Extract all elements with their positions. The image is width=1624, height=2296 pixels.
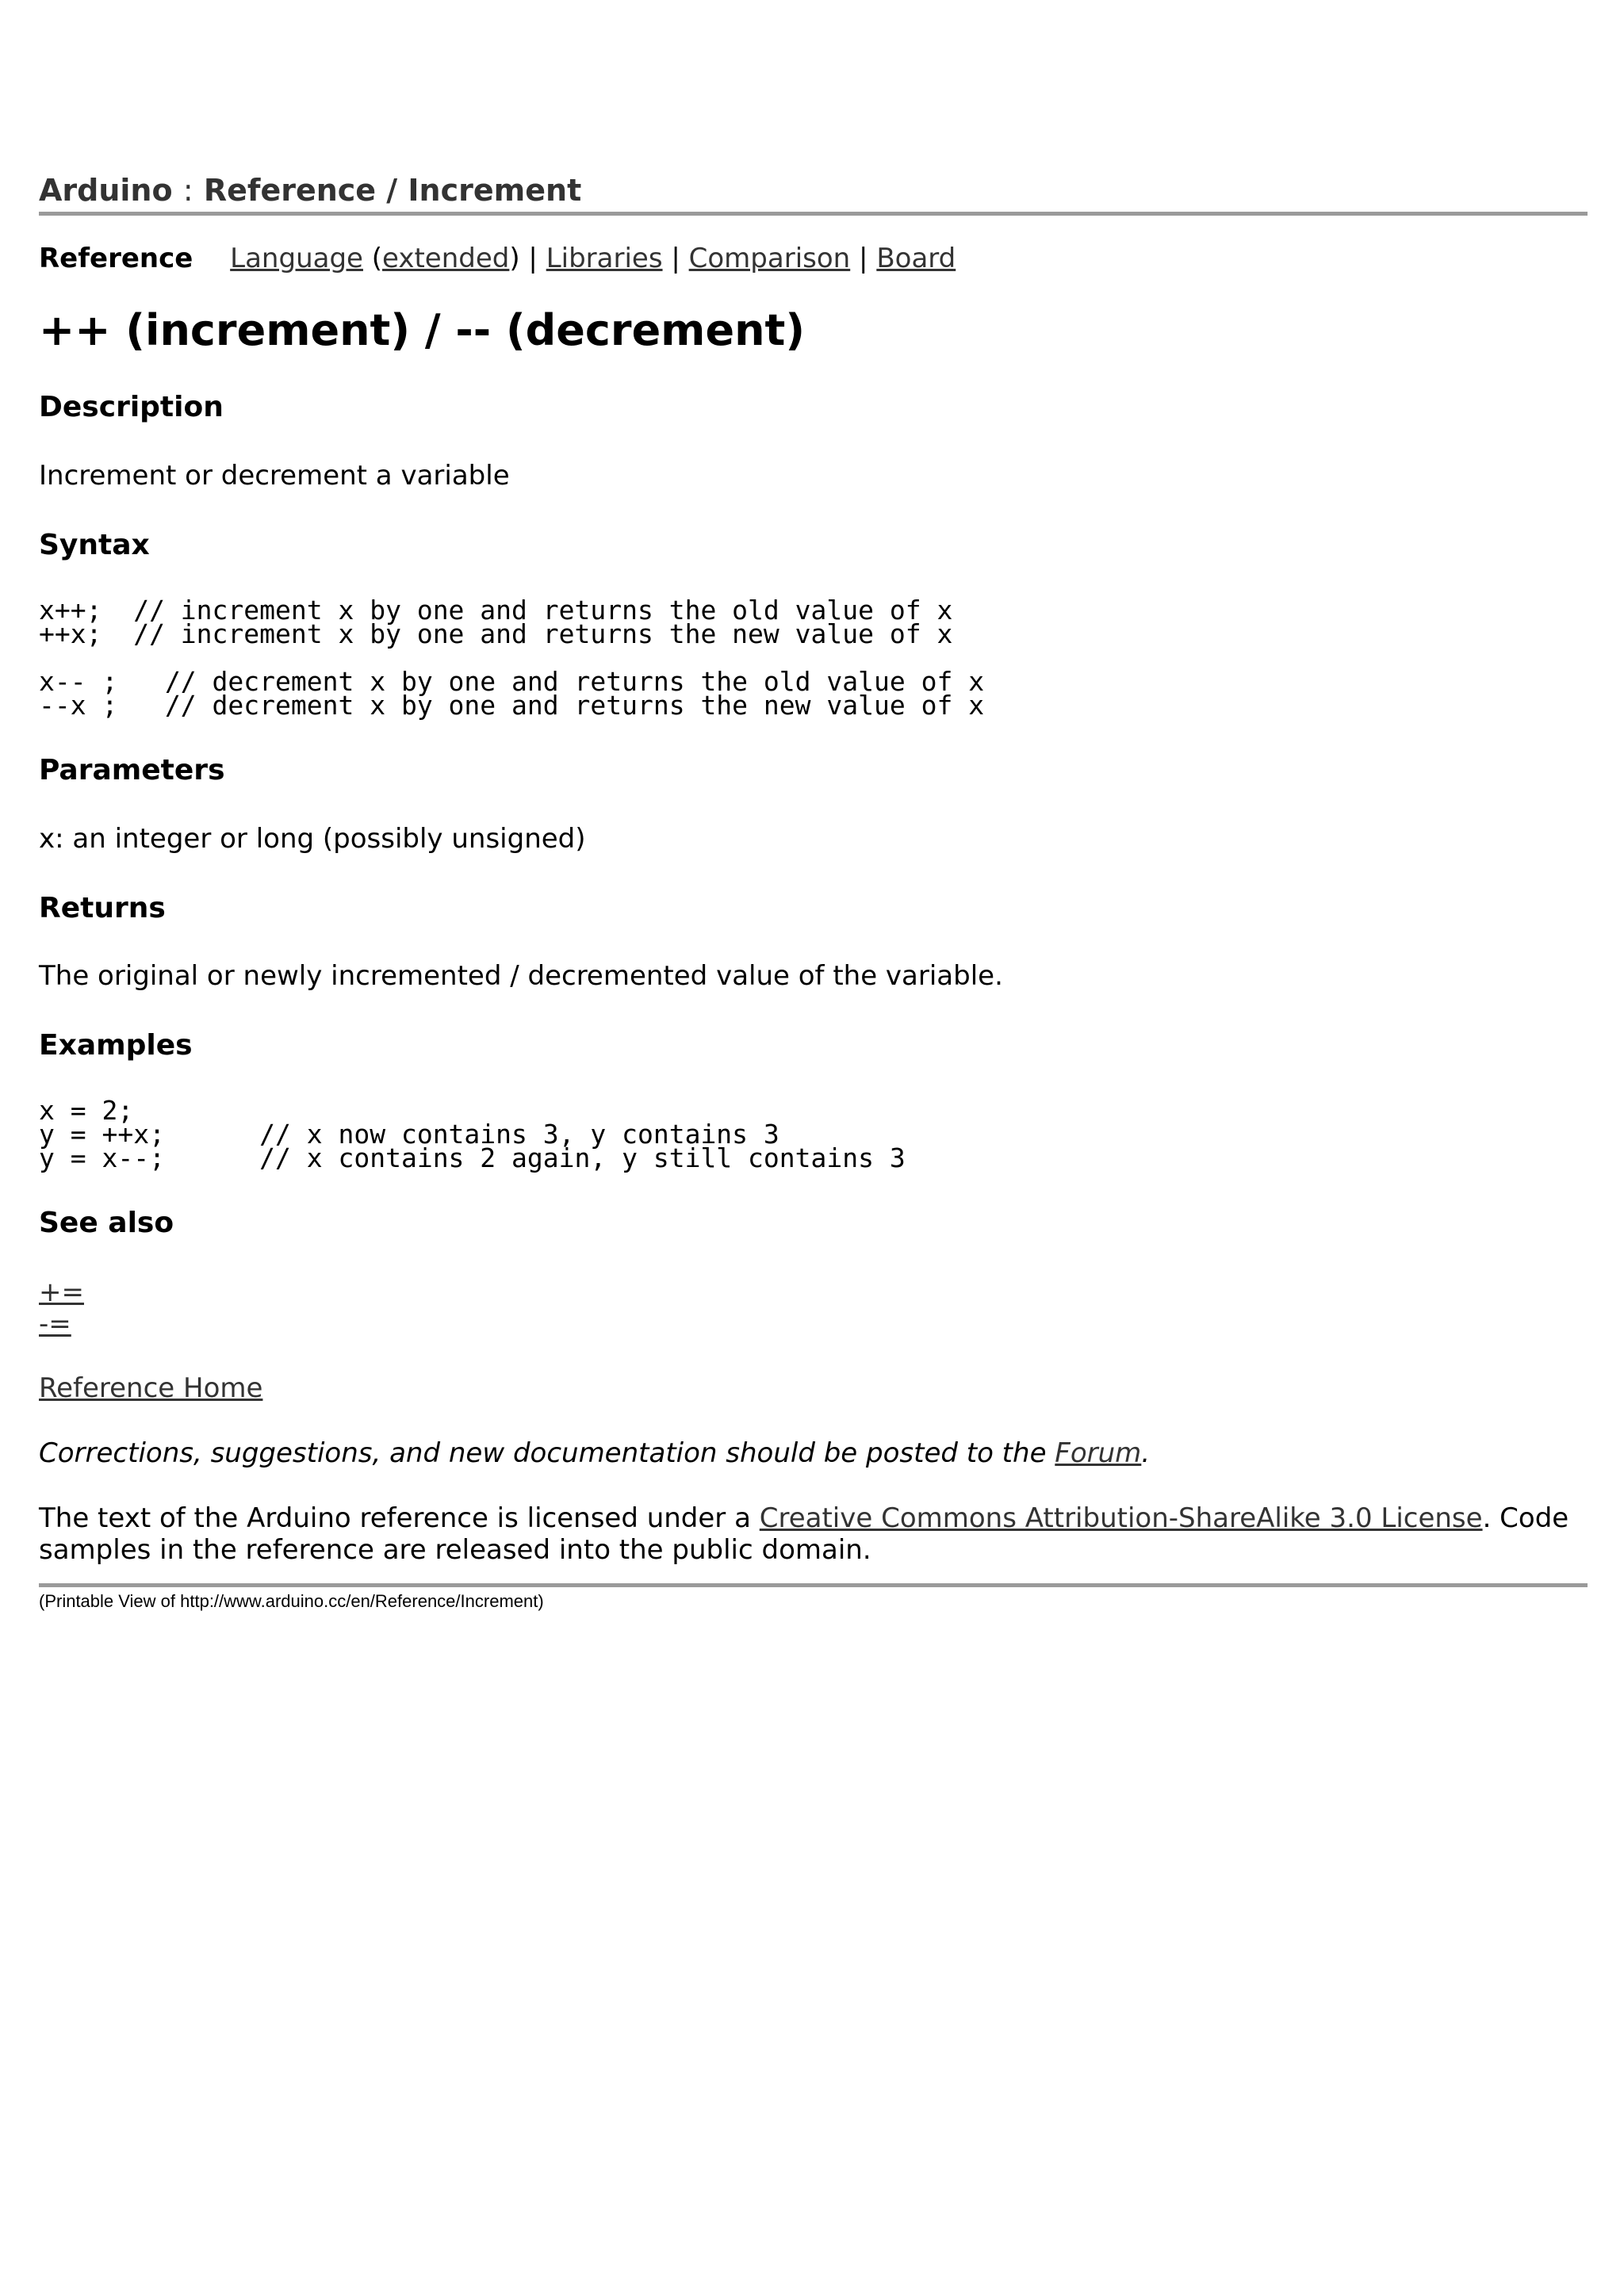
reference-home-link[interactable]: Reference Home	[39, 1372, 263, 1404]
nav-extended-link[interactable]: extended	[382, 243, 510, 274]
see-also-plus-equals-link[interactable]: +=	[39, 1276, 84, 1308]
header-separator: :	[182, 173, 193, 208]
page-title: ++ (increment) / -- (decrement)	[39, 305, 806, 355]
page-header	[39, 174, 1588, 208]
parameters-heading: Parameters	[39, 754, 225, 786]
returns-text: The original or newly incremented / decremented value of the variable.	[39, 960, 1003, 992]
corrections-end: .	[1141, 1437, 1151, 1469]
license-note	[39, 1502, 1588, 1566]
reference-home-paragraph	[39, 1372, 262, 1405]
syntax-heading: Syntax	[39, 529, 150, 561]
examples-code: x = 2; y = ++x; // x now contains 3, y contains 3 y = x--; // x contains 2 again, y still contains 3	[39, 1095, 906, 1173]
reference-nav	[39, 243, 956, 275]
license-prefix: The text of the Arduino reference is licensed under a	[39, 1502, 751, 1534]
forum-link[interactable]: Forum	[1055, 1437, 1142, 1469]
printable-view-note: (Printable View of http://www.arduino.cc/en/Reference/Increment)	[39, 1591, 544, 1611]
see-also-minus-equals-link[interactable]: -=	[39, 1308, 71, 1340]
nav-libraries-link[interactable]: Libraries	[546, 243, 663, 274]
description-heading: Description	[39, 391, 224, 423]
syntax-code-increment: x++; // increment x by one and returns the old value of x ++x; // increment x by one and returns the new value of x	[39, 595, 953, 649]
corrections-text: Corrections, suggestions, and new documentation should be posted to the	[39, 1437, 1047, 1469]
nav-pipe: |	[671, 243, 680, 274]
see-also-list	[39, 1276, 84, 1340]
header-rule	[39, 212, 1588, 216]
footer-rule	[39, 1583, 1588, 1587]
header-path: Reference / Increment	[203, 173, 582, 208]
description-text: Increment or decrement a variable	[39, 460, 510, 492]
site-name: Arduino	[39, 173, 173, 208]
license-suffix: . Code samples in the reference are released into the public domain.	[39, 1502, 1569, 1566]
nav-open-paren: (	[371, 243, 383, 274]
examples-heading: Examples	[39, 1029, 193, 1062]
nav-comparison-link[interactable]: Comparison	[688, 243, 851, 274]
see-also-heading: See also	[39, 1207, 174, 1239]
corrections-note	[39, 1437, 1150, 1470]
nav-pipe: |	[859, 243, 868, 274]
nav-title: Reference	[39, 243, 193, 274]
syntax-code-decrement: x-- ; // decrement x by one and returns the old value of x --x ; // decrement x by one and returns the new value of x	[39, 666, 985, 721]
nav-close-paren: ) |	[509, 243, 538, 274]
license-link[interactable]: Creative Commons Attribution-ShareAlike 3.0 License	[759, 1502, 1483, 1534]
nav-language-link[interactable]: Language	[230, 243, 363, 274]
returns-heading: Returns	[39, 892, 166, 924]
nav-board-link[interactable]: Board	[876, 243, 956, 274]
parameters-text: x: an integer or long (possibly unsigned)	[39, 823, 586, 855]
